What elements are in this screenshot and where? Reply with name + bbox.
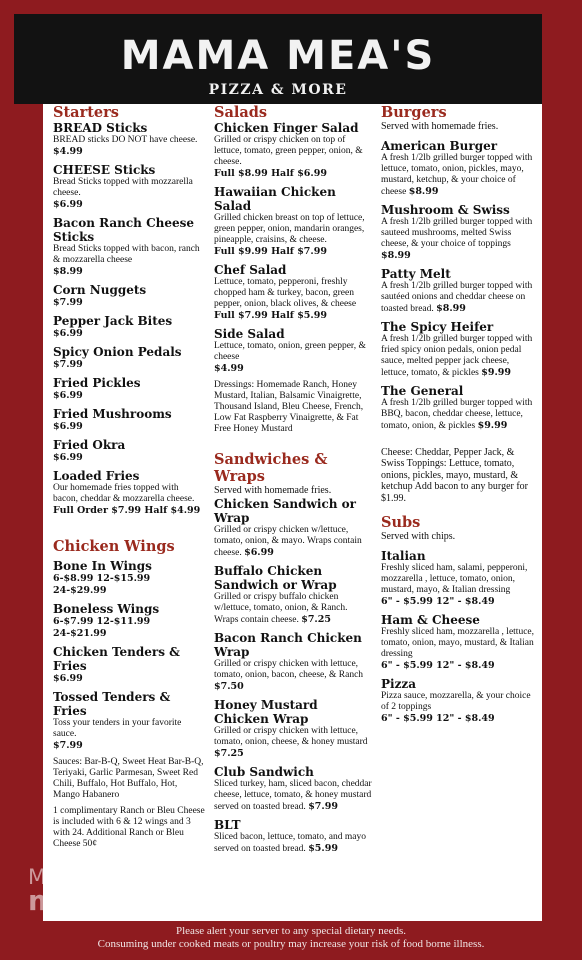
menu-item: Club Sandwich Sliced turkey, ham, sliced bacon, cheddar cheese, lettuce, tomato, & honey mustard served on toasted bread. $7.99 <box>214 764 372 812</box>
section-heading-burgers: Burgers <box>381 104 447 121</box>
ranch-note: 1 complimentary Ranch or Bleu Cheese is included with 6 & 12 wings and 3 with 24. Additional Ranch or Bleu Cheese 50¢ <box>53 806 205 849</box>
section-heading-subs: Subs <box>381 514 421 531</box>
menu-item: Bone In Wings 6-$8.99 12-$15.99 24-$29.99 <box>53 559 152 596</box>
menu-item: Spicy Onion Pedals $7.99 <box>53 345 182 370</box>
column-middle <box>214 104 372 860</box>
menu-item: American Burger A fresh 1/2lb grilled burger topped with lettuce, tomato, onion, pickles, mayo, mustard, ketchup, & your choice of cheese $8.99 <box>381 138 533 197</box>
restaurant-subtitle: PIZZA & MORE <box>208 82 348 98</box>
menu-header <box>14 14 542 104</box>
menu-item: Hawaiian Chicken Salad Grilled chicken breast on top of lettuce, green pepper, onion, mandarin oranges, pineapple, craisins, & cheese. Full $9.99 Half $7.99 <box>214 185 365 257</box>
menu-item: Bacon Ranch Cheese Sticks Bread Sticks topped with bacon, ranch & mozzarella cheese $8.99 <box>53 216 200 277</box>
menu-item: BREAD Sticks BREAD sticks DO NOT have cheese. $4.99 <box>53 121 198 157</box>
subs-note: Served with chips. <box>381 531 456 542</box>
menu-item: Chicken Sandwich or Wrap Grilled or crispy chicken w/lettuce, tomato, onion, & mayo. Wraps contain cheese. $6.99 <box>214 496 362 558</box>
menu-item: Honey Mustard Chicken Wrap Grilled or crispy chicken with lettuce, tomato, onion, cheese, & honey mustard $7.25 <box>214 697 368 759</box>
menu-item: CHEESE Sticks Bread Sticks topped with mozzarella cheese. $6.99 <box>53 163 193 210</box>
menu-item: Chef Salad Lettuce, tomato, pepperoni, freshly chopped ham & turkey, bacon, green pepper, onion, black olives, & cheese Full $7.99 Half $5.99 <box>214 263 357 321</box>
menu-item: Fried Okra $6.99 <box>53 438 126 463</box>
menu-panel <box>43 104 542 921</box>
menu-item: The General A fresh 1/2lb grilled burger topped with BBQ, bacon, cheddar cheese, lettuce, tomato, onion, & pickles $9.99 <box>381 383 533 431</box>
menu-item: Patty Melt A fresh 1/2lb grilled burger topped with sautéed onions and cheddar cheese on toasted bread. $8.99 <box>381 266 533 314</box>
menu-item: Tossed Tenders & Fries Toss your tenders in your favorite sauce. $7.99 <box>53 690 182 751</box>
menu-item: Loaded Fries Our homemade fries topped with bacon, cheddar & mozzarella cheese. Full Order $7.99 Half $4.99 <box>53 469 201 516</box>
menu-item: Bacon Ranch Chicken Wrap Grilled or crispy chicken with lettuce, tomato, onion, bacon, cheese, & Ranch $7.50 <box>214 630 364 692</box>
footer-line-1: Please alert your server to any special dietary needs. <box>176 925 406 937</box>
footer-line-2: Consuming under cooked meats or poultry may increase your risk of food borne illness. <box>97 938 485 950</box>
menu-item: Mushroom & Swiss A fresh 1/2lb grilled burger topped with sauteed mushrooms, melted Swiss cheese, & your choice of toppings $8.99 <box>381 202 533 261</box>
burger-options-note: Cheese: Cheddar, Pepper Jack, & Swiss Toppings: Lettuce, tomato, onions, pickles, mayo, mustard, & ketchup Add bacon to any burger for $1.99. <box>381 446 528 504</box>
menu-item: Side Salad Lettuce, tomato, onion, green pepper, & cheese $4.99 <box>214 327 366 374</box>
menu-item: Fried Pickles $6.99 <box>53 376 141 401</box>
section-heading-starters: Starters <box>53 104 119 121</box>
section-heading-salads: Salads <box>214 104 268 121</box>
sauces-note: Sauces: Bar-B-Q, Sweet Heat Bar-B-Q, Teriyaki, Garlic Parmesan, Sweet Red Chili, Buffalo, Hot Buffalo, Hot, Mango Habanero <box>53 757 204 800</box>
column-left <box>53 104 205 850</box>
dressings-note: Dressings: Homemade Ranch, Honey Mustard, Italian, Balsamic Vinaigrette, Thousand Island, Bleu Cheese, French, Low Fat Raspberry Vinaigrette, & Fat Free Honey Mustard <box>214 380 364 434</box>
sandwiches-note: Served with homemade fries. <box>214 485 332 496</box>
burgers-note: Served with homemade fries. <box>381 121 499 132</box>
section-heading-sandwiches: Sandwiches & Wraps <box>214 451 328 485</box>
watermark-logo: MUST HAVE menus <box>28 865 160 917</box>
menu-item: Chicken Tenders & Fries $6.99 <box>53 645 181 684</box>
menu-item: BLT Sliced bacon, lettuce, tomato, and mayo served on toasted bread. $5.99 <box>214 817 366 854</box>
menu-item: Ham & Cheese Freshly sliced ham, mozzarella , lettuce, tomato, onion, mayo, mustard, & Italian dressing 6" - $5.99 12" - $8.49 <box>381 612 534 671</box>
column-right <box>381 104 537 730</box>
menu-item: Chicken Finger Salad Grilled or crispy chicken on top of lettuce, tomato, green pepper, onion, & cheese. Full $8.99 Half $6.99 <box>214 121 363 179</box>
section-heading-wings: Chicken Wings <box>53 538 175 555</box>
menu-item: Pepper Jack Bites $6.99 <box>53 314 173 339</box>
menu-item: Buffalo Chicken Sandwich or Wrap Grilled or crispy buffalo chicken w/lettuce, tomato, onion, & Ranch. Wraps contain cheese. $7.25 <box>214 563 348 625</box>
menu-item: Italian Freshly sliced ham, salami, pepperoni, mozzarella , lettuce, tomato, onion, mustard, mayo, & Italian dressing 6" - $5.99 12" - $8.49 <box>381 548 528 607</box>
restaurant-title: MAMA MEA'S <box>120 33 436 79</box>
menu-item: Fried Mushrooms $6.99 <box>53 407 172 432</box>
menu-item: Boneless Wings 6-$7.99 12-$11.99 24-$21.99 <box>53 602 160 639</box>
menu-item: Pizza Pizza sauce, mozzarella, & your choice of 2 toppings 6" - $5.99 12" - $8.49 <box>381 676 531 724</box>
menu-item: The Spicy Heifer A fresh 1/2lb grilled burger topped with fried spicy onion pedals, onion pedal sauce, melted pepper jack cheese, lettuce, tomato, & pickles $9.99 <box>381 319 533 378</box>
menu-item: Corn Nuggets $7.99 <box>53 283 147 308</box>
menu-footer <box>0 925 582 951</box>
